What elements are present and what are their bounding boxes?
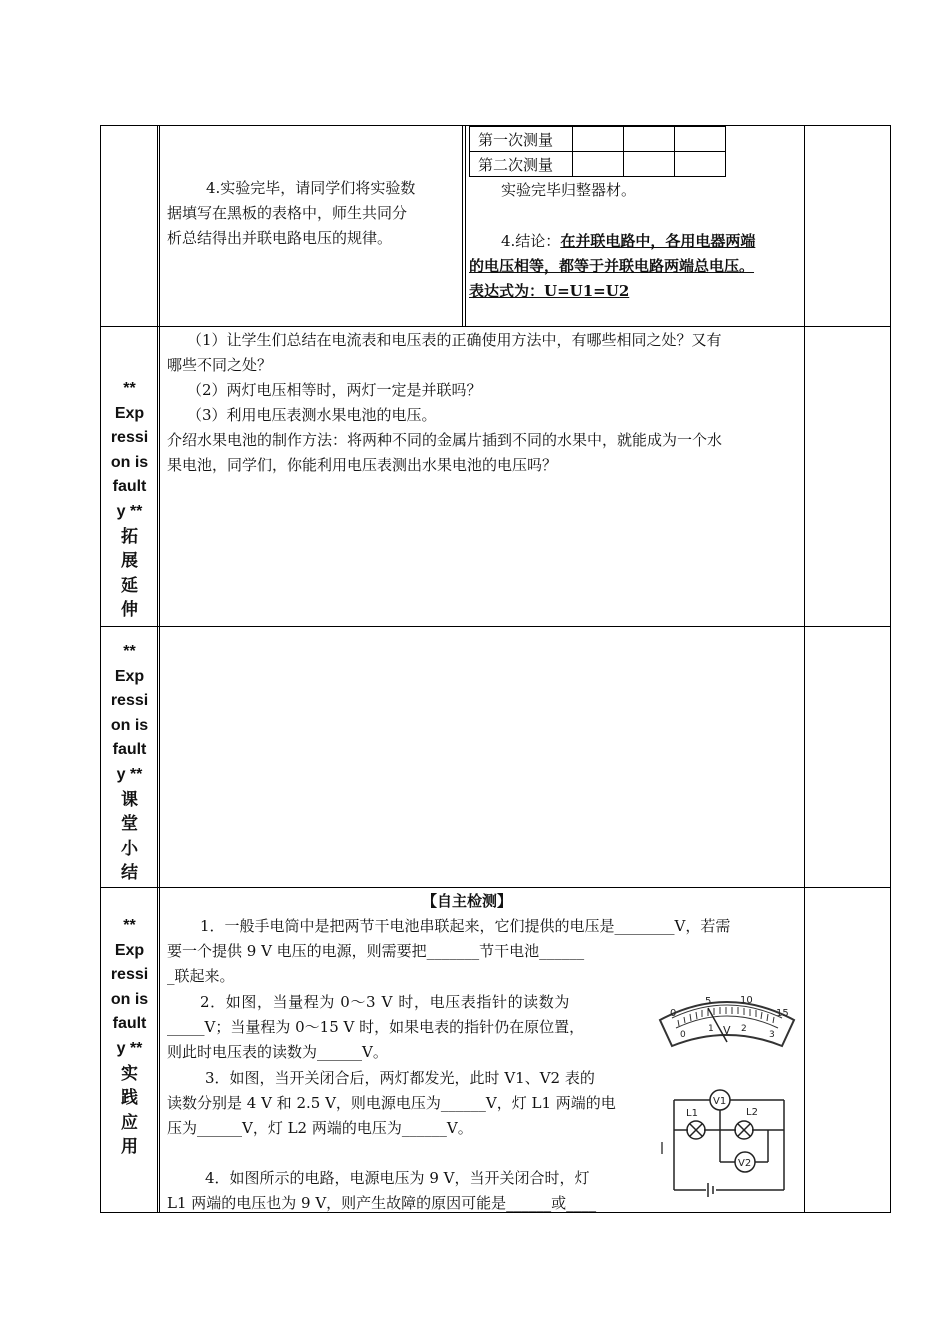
conclusion-text: 在并联电路中，各用电器两端	[560, 232, 756, 250]
label-char: 实	[121, 1063, 138, 1084]
q3-line3: 压为______V，灯 L2 两端的电压为______V。	[167, 1119, 473, 1137]
label-line: y **	[116, 502, 143, 520]
row-divider-3	[100, 887, 891, 888]
tick-bottom: 3	[769, 1030, 775, 1040]
extension-line6: 果电池，同学们，你能利用电压表测出水果电池的电压吗？	[167, 456, 558, 474]
section-label-summary	[101, 640, 158, 886]
label-line: on is	[110, 716, 149, 734]
self-check-heading: 【自主检测】	[422, 892, 513, 910]
table-divider-right	[804, 125, 805, 1213]
q2-line3: 则此时电压表的读数为______V。	[167, 1043, 388, 1061]
label-char: 应	[121, 1112, 138, 1133]
extension-line2: 哪些不同之处？	[167, 356, 273, 374]
label-char: 拓	[121, 526, 138, 547]
table-row	[470, 152, 726, 177]
extension-line4: （3）利用电压表测水果电池的电压。	[187, 406, 437, 424]
step4-text-line3: 析总结得出并联电路电压的规律。	[167, 229, 393, 247]
tick-top: 10	[740, 995, 753, 1006]
measurement-table	[469, 126, 726, 177]
label-line: ressi	[110, 429, 149, 447]
label-line: ressi	[110, 966, 149, 984]
tidy-up-text: 实验完毕归整器材。	[501, 181, 637, 199]
conclusion-prefix: 4.结论：	[501, 232, 561, 250]
row-label: 第一次测量	[470, 127, 573, 152]
label-line: fault	[112, 741, 147, 759]
tick-bottom: 1	[708, 1024, 714, 1034]
table-cell	[624, 152, 675, 177]
lamp-l2-label: L2	[746, 1107, 758, 1118]
circuit-diagram-figure	[658, 1082, 798, 1204]
extension-line1: （1）让学生们总结在电流表和电压表的正确使用方法中，有哪些相同之处？又有	[187, 331, 722, 349]
section-label-practice	[101, 914, 158, 1160]
tick-top: 15	[776, 1008, 789, 1019]
q1-line3: _联起来。	[167, 967, 235, 985]
voltmeter-v1-label: V1	[713, 1096, 727, 1107]
label-line: fault	[112, 478, 147, 496]
label-char: 践	[121, 1088, 138, 1109]
extension-line3: （2）两灯电压相等时，两灯一定是并联吗？	[187, 381, 482, 399]
q3-line2: 读数分别是 4 V 和 2.5 V，则电源电压为______V，灯 L1 两端的电	[167, 1094, 616, 1112]
label-line: fault	[112, 1015, 147, 1033]
tick-bottom: 0	[680, 1030, 686, 1040]
conclusion-line1	[501, 229, 755, 254]
label-line: Exp	[114, 667, 145, 685]
q2-line2: _____V；当量程为 0～15 V 时，如果电表的指针仍在原位置，	[167, 1018, 585, 1036]
label-char: 展	[121, 551, 138, 572]
row-divider-2	[100, 626, 891, 627]
tick-bottom: 2	[741, 1024, 747, 1034]
label-line: y **	[116, 765, 143, 783]
table-cell	[675, 127, 726, 152]
lamp-l1-label: L1	[686, 1108, 698, 1119]
table-cell	[573, 152, 624, 177]
q1-line1: 1．一般手电筒中是把两节干电池串联起来，它们提供的电压是________V，若需	[200, 917, 731, 935]
q1-line2: 要一个提供 9 V 电压的电源，则需要把_______节干电池______	[167, 942, 585, 960]
label-char: 课	[121, 789, 138, 810]
label-line: Exp	[114, 404, 145, 422]
label-char: 延	[121, 575, 138, 596]
inner-divider-2	[465, 125, 466, 327]
voltmeter-v2-label: V2	[738, 1158, 752, 1169]
label-line: ressi	[110, 692, 149, 710]
q4-line1: 4．如图所示的电路，电源电压为 9 V，当开关闭合时，灯	[205, 1169, 590, 1187]
label-line: Exp	[114, 941, 145, 959]
tick-top: 5	[705, 996, 712, 1007]
label-line: on is	[110, 990, 149, 1008]
step4-text-line1: 4.实验完毕，请同学们将实验数	[206, 179, 416, 197]
label-char: 结	[121, 863, 138, 884]
conclusion-line3: 表达式为：U=U1=U2	[469, 282, 630, 300]
table-cell	[573, 127, 624, 152]
row-label: 第二次测量	[470, 152, 573, 177]
extension-line5: 介绍水果电池的制作方法：将两种不同的金属片插到不同的水果中，就能成为一个水	[167, 431, 723, 449]
q2-line1: 2．如图，当量程为 0～3 V 时，电压表指针的读数为	[200, 993, 570, 1011]
row-divider-1	[100, 326, 891, 327]
unit-label: V	[723, 1024, 731, 1037]
step4-text-line2: 据填写在黑板的表格中，师生共同分	[167, 204, 408, 222]
label-line: on is	[110, 453, 149, 471]
q4-line2: L1 两端的电压也为 9 V，则产生故障的原因可能是______或____	[167, 1194, 597, 1212]
table-cell	[675, 152, 726, 177]
section-label-extension	[101, 377, 158, 623]
label-line: **	[123, 917, 136, 934]
label-char: 小	[121, 838, 138, 859]
label-line: **	[123, 643, 136, 660]
table-border-right	[890, 125, 891, 1213]
tick-top: 0	[670, 1008, 677, 1019]
inner-divider	[462, 125, 463, 327]
table-cell	[624, 127, 675, 152]
label-line: y **	[116, 1039, 143, 1057]
voltmeter-dial-figure	[654, 990, 800, 1052]
q3-line1: 3．如图，当开关闭合后，两灯都发光，此时 V1、V2 表的	[205, 1069, 595, 1087]
table-divider-label-2	[159, 125, 160, 1213]
label-line: **	[123, 380, 136, 397]
label-char: 用	[121, 1137, 138, 1158]
table-row	[470, 127, 726, 152]
label-char: 伸	[121, 600, 138, 621]
label-char: 堂	[121, 814, 138, 835]
conclusion-line2: 的电压相等，都等于并联电路两端总电压。	[469, 257, 755, 275]
